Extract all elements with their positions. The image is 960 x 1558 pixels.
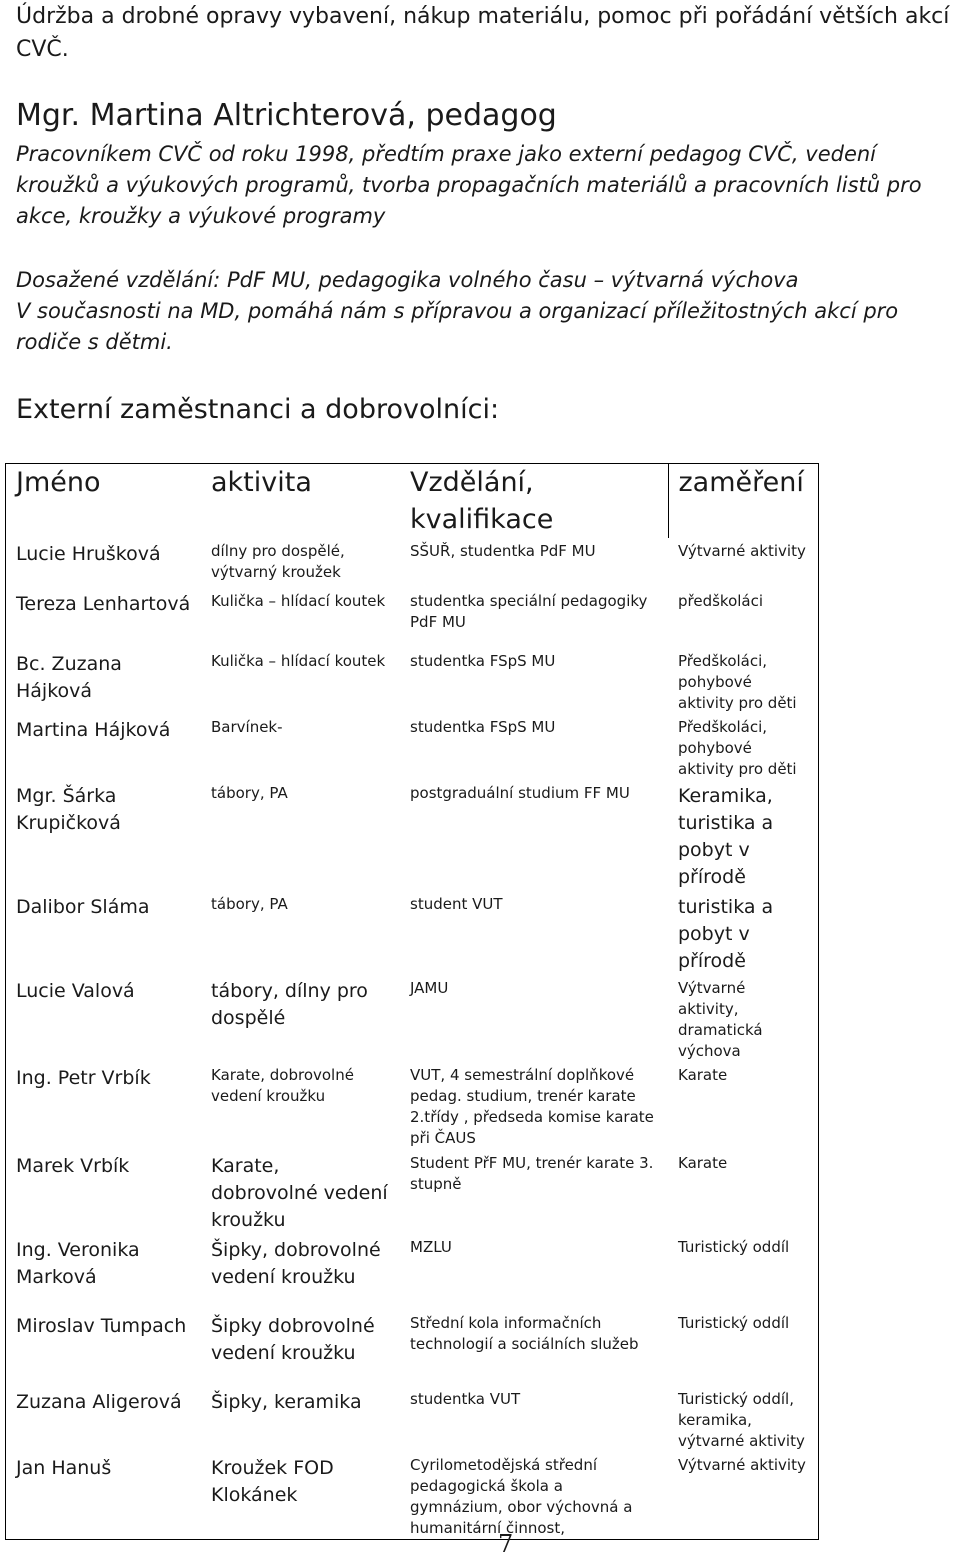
cell-activity: Kulička – hlídací koutek xyxy=(211,592,386,610)
cell-activity: Šipky dobrovolné vedení kroužku xyxy=(211,1315,375,1364)
cell-focus: Turistický oddíl, keramika, výtvarné aktivity xyxy=(678,1390,805,1450)
table-row xyxy=(6,1150,818,1234)
cell-education: Střední kola informačních technologií a sociálních služeb xyxy=(410,1314,639,1353)
table-row xyxy=(6,1452,818,1539)
cell-name: Lucie Hrušková xyxy=(16,543,161,565)
header-activity: aktivita xyxy=(211,467,312,498)
cell-activity: Karate, dobrovolné vedení kroužku xyxy=(211,1066,354,1105)
person-bio: Pracovníkem CVČ od roku 1998, předtím praxe jako externí pedagog CVČ, vedení kroužků a výukových programů, tvorba propagačních materiálů a pracovních listů pro akce, kroužky a výukové programy xyxy=(16,142,922,228)
cell-education: studentka VUT xyxy=(410,1390,521,1408)
cell-focus: Karate xyxy=(678,1066,728,1084)
cell-activity: Šipky, keramika xyxy=(211,1391,362,1413)
table-row xyxy=(6,714,818,780)
cell-focus: Turistický oddíl xyxy=(678,1238,790,1256)
table-row xyxy=(6,1234,818,1310)
table-row xyxy=(6,891,818,975)
table-row xyxy=(6,538,818,588)
table-row xyxy=(6,588,818,648)
cell-name: Ing. Veronika Marková xyxy=(16,1239,140,1288)
page-number: 7 xyxy=(498,1530,514,1558)
person-education xyxy=(16,265,956,358)
cell-activity: Kulička – hlídací koutek xyxy=(211,652,386,670)
education-line: Dosažené vzdělání: PdF MU, pedagogika volného času – výtvarná výchova xyxy=(16,268,799,292)
cell-focus: turistika a pobyt v přírodě xyxy=(678,896,774,972)
cell-focus: Výtvarné aktivity xyxy=(678,542,806,560)
header-name: Jméno xyxy=(16,467,101,498)
table-row xyxy=(6,1062,818,1150)
table-row xyxy=(6,1386,818,1452)
cell-name: Tereza Lenhartová xyxy=(16,593,191,615)
intro-text xyxy=(16,0,956,66)
cell-education: studentka FSpS MU xyxy=(410,652,556,670)
table-row xyxy=(6,1310,818,1386)
cell-education: Cyrilometodějská střední pedagogická škola a gymnázium, obor výchovná a humanitární činnost, xyxy=(410,1456,633,1537)
cell-name: Marek Vrbík xyxy=(16,1155,130,1177)
cell-focus: předškoláci xyxy=(678,592,764,610)
cell-activity: Kroužek FOD Klokánek xyxy=(211,1457,334,1506)
cell-focus: Výtvarné aktivity, dramatická výchova xyxy=(678,979,763,1060)
cell-name: Miroslav Tumpach xyxy=(16,1315,187,1337)
cell-activity: Karate, dobrovolné vedení kroužku xyxy=(211,1155,388,1231)
cell-education: postgraduální studium FF MU xyxy=(410,784,630,802)
cell-education: MZLU xyxy=(410,1238,452,1256)
cell-education: JAMU xyxy=(410,979,449,997)
cell-focus: Keramika, turistika a pobyt v přírodě xyxy=(678,785,774,888)
cell-activity: Barvínek- xyxy=(211,718,283,736)
cell-activity: dílny pro dospělé, výtvarný kroužek xyxy=(211,542,345,581)
table-row xyxy=(6,780,818,891)
intro-line-1: Údržba a drobné opravy vybavení, nákup materiálu, pomoc při pořádání větších akcí xyxy=(16,4,950,29)
intro-line-2: CVČ. xyxy=(16,37,69,62)
cell-activity: tábory, PA xyxy=(211,895,288,913)
cell-education: student VUT xyxy=(410,895,503,913)
section-title: Externí zaměstnanci a dobrovolníci: xyxy=(16,394,500,425)
cell-activity: tábory, PA xyxy=(211,784,288,802)
cell-focus: Předškoláci, pohybové aktivity pro děti xyxy=(678,718,797,778)
cell-education: SŠUŘ, studentka PdF MU xyxy=(410,542,596,560)
cell-name: Ing. Petr Vrbík xyxy=(16,1067,151,1089)
cell-focus: Výtvarné aktivity xyxy=(678,1456,806,1474)
header-focus: zaměření xyxy=(668,464,818,538)
cell-education: Student PřF MU, trenér karate 3. stupně xyxy=(410,1154,654,1193)
table-header-row xyxy=(6,464,818,538)
person-name: Mgr. Martina Altrichterová, pedagog xyxy=(16,98,557,133)
cell-name: Martina Hájková xyxy=(16,719,171,741)
cell-education: VUT, 4 semestrální doplňkové pedag. studium, trenér karate 2.třídy , předseda komise karate při ČAUS xyxy=(410,1066,654,1147)
current-activity: V současnosti na MD, pomáhá nám s přípravou a organizací příležitostných akcí pro rodiče s dětmi. xyxy=(16,299,899,354)
table-row xyxy=(6,648,818,714)
cell-name: Jan Hanuš xyxy=(16,1457,112,1479)
cell-focus: Turistický oddíl xyxy=(678,1314,790,1332)
staff-table xyxy=(6,464,818,1539)
table-row xyxy=(6,975,818,1062)
cell-education: studentka FSpS MU xyxy=(410,718,556,736)
cell-activity: tábory, dílny pro dospělé xyxy=(211,980,368,1029)
cell-focus: Karate xyxy=(678,1154,728,1172)
cell-focus: Předškoláci, pohybové aktivity pro děti xyxy=(678,652,797,712)
cell-education: studentka speciální pedagogiky PdF MU xyxy=(410,592,648,631)
cell-name: Mgr. Šárka Krupičková xyxy=(16,785,121,834)
cell-name: Dalibor Sláma xyxy=(16,896,150,918)
cell-name: Bc. Zuzana Hájková xyxy=(16,653,122,702)
cell-name: Lucie Valová xyxy=(16,980,135,1002)
cell-name: Zuzana Aligerová xyxy=(16,1391,182,1413)
header-education: Vzdělání, kvalifikace xyxy=(410,467,554,535)
cell-activity: Šipky, dobrovolné vedení kroužku xyxy=(211,1239,381,1288)
